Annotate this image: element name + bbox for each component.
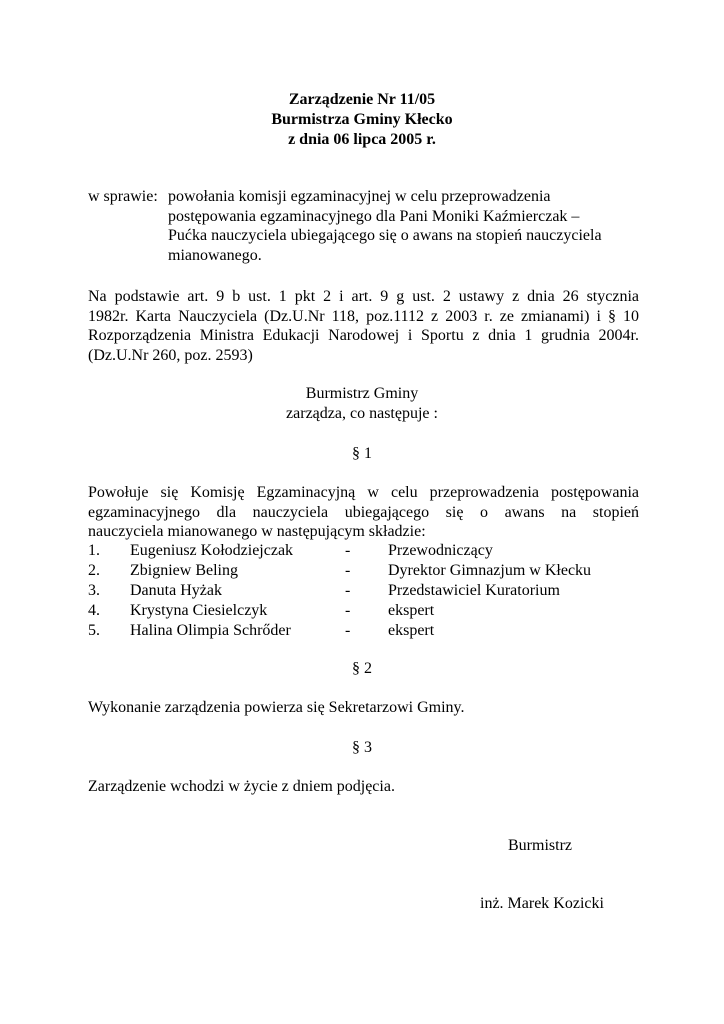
list-item <box>88 561 648 581</box>
subject-line: powołania komisji egzaminacyjnej w celu przeprowadzenia <box>168 188 551 205</box>
member-role: Przewodniczący <box>388 542 493 559</box>
document-issuer: Burmistrza Gminy Kłecko <box>271 111 453 128</box>
section-3-text: Zarządzenie wchodzi w życie z dniem podjęcia. <box>88 778 395 795</box>
decree-line-2: zarządza, co następuje : <box>286 404 438 422</box>
legal-basis-line: Rozporządzenia Ministra Edukacji Narodowej i Sportu z dnia 1 grudnia 2004r. <box>88 327 639 344</box>
section-2-heading: § 2 <box>352 660 372 677</box>
section-1-text <box>88 483 639 542</box>
member-dash: - <box>345 582 351 599</box>
commission-members-list <box>88 541 648 641</box>
subject-line: postępowania egzaminacyjnego dla Pani Moniki Kaźmierczak – <box>168 207 580 225</box>
member-dash: - <box>345 562 351 579</box>
member-name: Eugeniusz Kołodziejczak <box>130 542 294 559</box>
member-role: ekspert <box>388 622 435 639</box>
decree-line-1: Burmistrz Gminy <box>305 385 419 402</box>
member-role: Przedstawiciel Kuratorium <box>388 582 560 599</box>
subject-text <box>168 187 638 265</box>
document-header <box>0 90 724 150</box>
member-number: 4. <box>88 602 100 619</box>
section-1-line: nauczyciela mianowanego w następującym składzie: <box>88 523 426 540</box>
signature-name: inż. Marek Kozicki <box>480 895 604 912</box>
list-item <box>88 541 648 561</box>
member-name: Zbigniew Beling <box>130 562 238 579</box>
document-title: Zarządzenie Nr 11/05 <box>288 91 436 108</box>
signature-title: Burmistrz <box>508 837 572 854</box>
section-2-text: Wykonanie zarządzenia powierza się Sekretarzowi Gminy. <box>88 699 465 716</box>
subject-label: w sprawie: <box>88 188 158 205</box>
subject-line: mianowanego. <box>168 246 262 264</box>
member-number: 5. <box>88 622 100 639</box>
member-dash: - <box>345 602 351 619</box>
subject-line: Pućka nauczyciela ubiegającego się o awans na stopień nauczyciela <box>168 227 602 244</box>
legal-basis-line: Na podstawie art. 9 b ust. 1 pkt 2 i art. 9 g ust. 2 ustawy z dnia 26 stycznia <box>88 288 639 305</box>
member-number: 3. <box>88 582 100 599</box>
member-role: ekspert <box>388 602 435 619</box>
member-number: 1. <box>88 542 100 559</box>
list-item <box>88 621 648 641</box>
decree-statement <box>0 384 724 423</box>
section-1-line: egzaminacyjnego dla nauczyciela ubiegającego się o awans na stopień <box>88 503 639 521</box>
list-item <box>88 581 648 601</box>
member-dash: - <box>345 542 351 559</box>
section-1-heading: § 1 <box>352 445 372 462</box>
member-name: Danuta Hyżak <box>130 582 222 599</box>
legal-basis-line: (Dz.U.Nr 260, poz. 2593) <box>88 346 253 364</box>
document-date: z dnia 06 lipca 2005 r. <box>288 131 436 148</box>
section-3-heading: § 3 <box>352 739 372 756</box>
member-dash: - <box>345 622 351 639</box>
legal-basis-line: 1982r. Karta Nauczyciela (Dz.U.Nr 118, poz.1112 z 2003 r. ze zmianami) i § 10 <box>88 307 639 325</box>
legal-basis <box>88 287 639 365</box>
member-number: 2. <box>88 562 100 579</box>
list-item <box>88 601 648 621</box>
member-role: Dyrektor Gimnazjum w Kłecku <box>388 562 592 579</box>
section-1-line: Powołuje się Komisję Egzaminacyjną w celu przeprowadzenia postępowania <box>88 484 639 501</box>
member-name: Halina Olimpia Schrőder <box>130 622 291 639</box>
member-name: Krystyna Ciesielczyk <box>130 602 268 619</box>
